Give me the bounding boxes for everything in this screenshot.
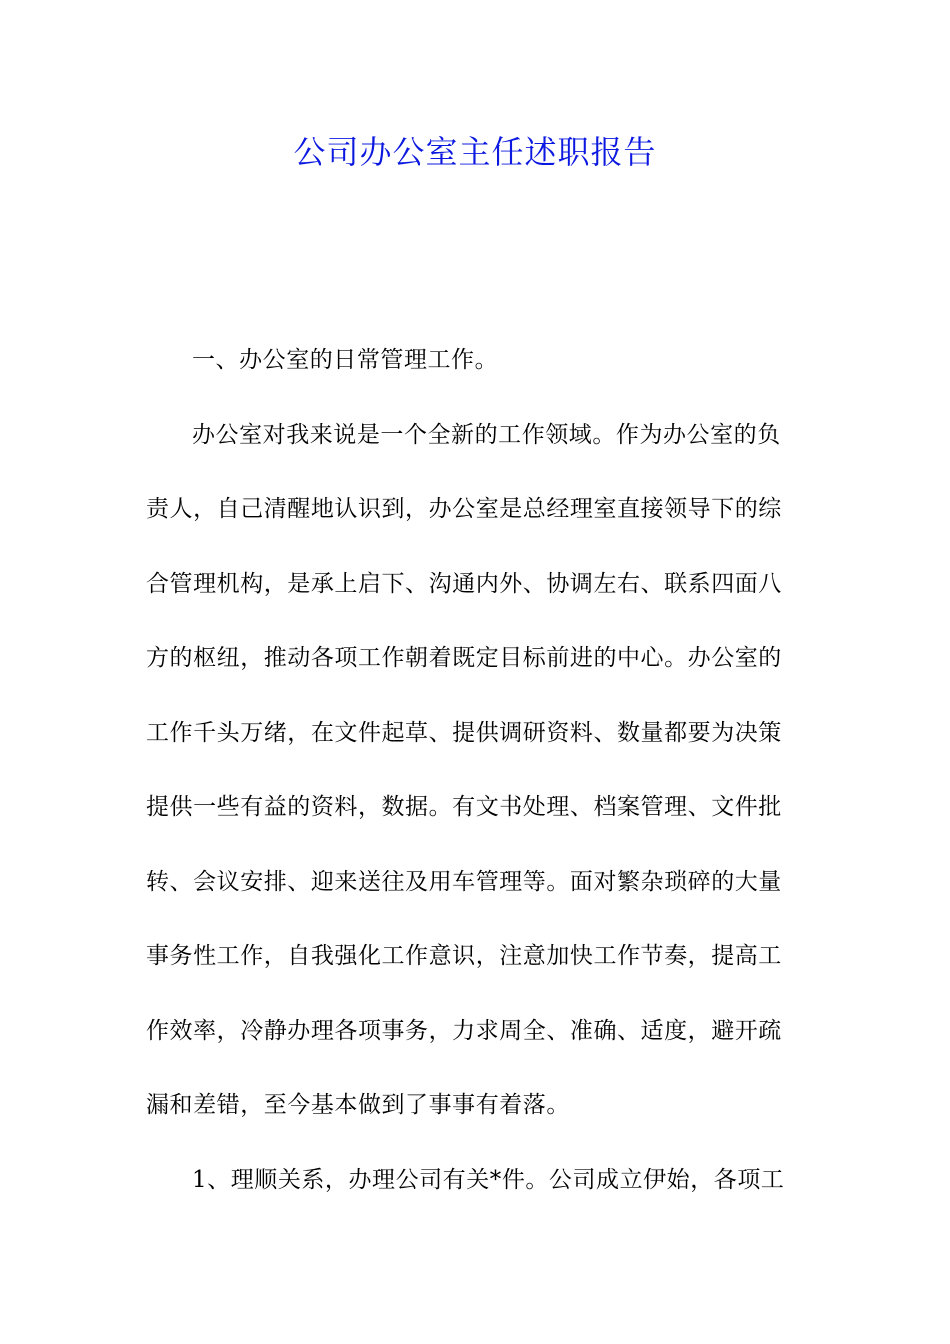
paragraph-line: 漏和差错，至今基本做到了事事有着落。 bbox=[146, 1092, 570, 1118]
paragraph-line: 工作千头万绪，在文件起草、提供调研资料、数量都要为决策 bbox=[146, 719, 782, 746]
section-heading: 一、办公室的日常管理工作。 bbox=[192, 347, 499, 373]
paragraph-line: 事务性工作，自我强化工作意识，注意加快工作节奏，提高工 bbox=[146, 943, 782, 969]
paragraph-line: 办公室对我来说是一个全新的工作领域。作为办公室的负 bbox=[192, 421, 781, 448]
paragraph-line: 方的枢纽，推动各项工作朝着既定目标前进的中心。办公室的 bbox=[146, 645, 782, 671]
document-body bbox=[146, 336, 806, 1230]
paragraph-line: 转、会议安排、迎来送往及用车管理等。面对繁杂琐碎的大量 bbox=[146, 868, 782, 895]
document-title: 公司办公室主任述职报告 bbox=[293, 133, 657, 171]
paragraph-line: 作效率，冷静办理各项事务，力求周全、准确、适度，避开疏 bbox=[146, 1017, 782, 1044]
numbered-item-line: 1、理顺关系，办理公司有关*件。公司成立伊始，各项工 bbox=[192, 1166, 785, 1193]
paragraph-line: 责人，自己清醒地认识到，办公室是总经理室直接领导下的综 bbox=[146, 496, 782, 522]
paragraph-line: 合管理机构，是承上启下、沟通内外、协调左右、联系四面八 bbox=[146, 570, 782, 597]
paragraph-line: 提供一些有益的资料，数据。有文书处理、档案管理、文件批 bbox=[146, 794, 782, 820]
